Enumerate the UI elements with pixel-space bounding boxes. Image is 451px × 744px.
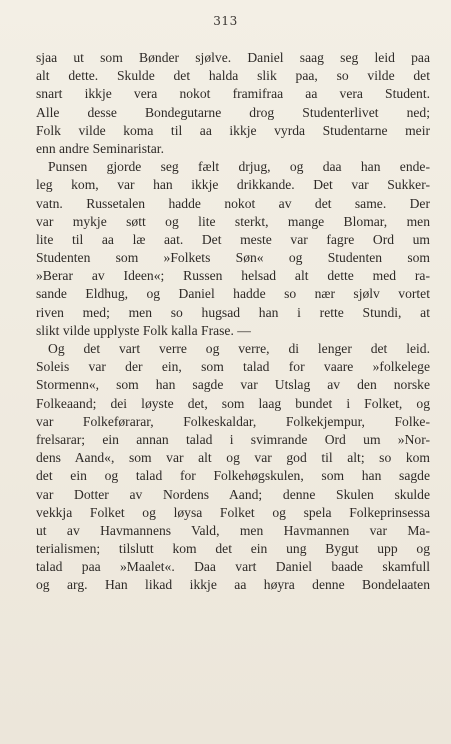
text-line: var Folkeførarar, Folkeskaldar, Folkekjempur, Folke- <box>36 413 430 429</box>
text-line: og arg. Han likad ikkje aa høyra denne Bondelaaten <box>36 577 430 593</box>
text-line: Og det vart verre og verre, di lenger det leid. <box>48 341 430 356</box>
text-line: frelsarar; ein annan talad i svimrande Ord um »Nor- <box>36 431 430 447</box>
text-line: snart ikkje vera nokot framifraa aa vera Student. <box>36 86 430 102</box>
text-line: Folk vilde koma til aa ikkje vyrda Studentarne meir <box>36 122 430 138</box>
text-line: leg kom, var han ikkje drikkande. Det var Sukker- <box>36 177 430 193</box>
text-line: det ein og talad for Folkehøgskulen, som han sagde <box>36 468 430 484</box>
text-line: Stormenn«, som han sagde var Utslag av den norske <box>36 377 430 393</box>
text-line: Soleis var der ein, som talad for vaare »folkelege <box>36 359 430 375</box>
text-line: slikt vilde upplyste Folk kalla Frase. — <box>36 322 251 338</box>
text-line: terialismen; tilslutt kom det ein ung Bygut upp og <box>36 541 430 557</box>
text-line: lite til aa læ aat. Det meste var fagre Ord um <box>36 231 430 247</box>
text-line: Studenten som »Folkets Søn« og Studenten som <box>36 250 430 266</box>
text-line: Punsen gjorde seg fælt drjug, og daa han ende- <box>48 159 430 175</box>
page-number: 313 <box>213 14 238 28</box>
text-line: vatn. Russetalen hadde nokot av det same. Der <box>36 195 430 211</box>
text-line: talad paa »Maalet«. Daa vart Daniel baade skamfull <box>36 559 430 575</box>
text-line: ut av Havmannens Vald, men Havmannen var Ma- <box>36 522 430 538</box>
text-line: »Berar av Ideen«; Russen helsad alt dette med ra- <box>36 268 430 284</box>
text-line: var Dotter av Nordens Aand; denne Skulen skulde <box>36 486 430 502</box>
text-line: riven med; men so hugsad han i rette Stundi, at <box>36 304 430 320</box>
text-line: sjaa ut som Bønder sjølve. Daniel saag seg leid paa <box>36 50 430 65</box>
text-line: alt dette. Skulde det halda slik paa, so vilde det <box>36 68 430 84</box>
text-line: Folkeaand; dei løyste det, som laag bundet i Folket, og <box>36 395 430 411</box>
body-text <box>36 49 430 595</box>
text-line: dens Aand«, som var alt og var god til alt; so kom <box>36 450 430 466</box>
text-line: var mykje søtt og lite sterkt, mange Blomar, men <box>36 213 430 229</box>
text-line: Alle desse Bondegutarne drog Studenterlivet ned; <box>36 104 430 120</box>
text-line: enn andre Seminaristar. <box>36 140 164 156</box>
text-line: sande Eldhug, og Daniel hadde so nær sjølv vortet <box>36 286 430 302</box>
text-line: vekkja Folket og løysa Folket og spela Folkeprinsessa <box>36 504 430 520</box>
